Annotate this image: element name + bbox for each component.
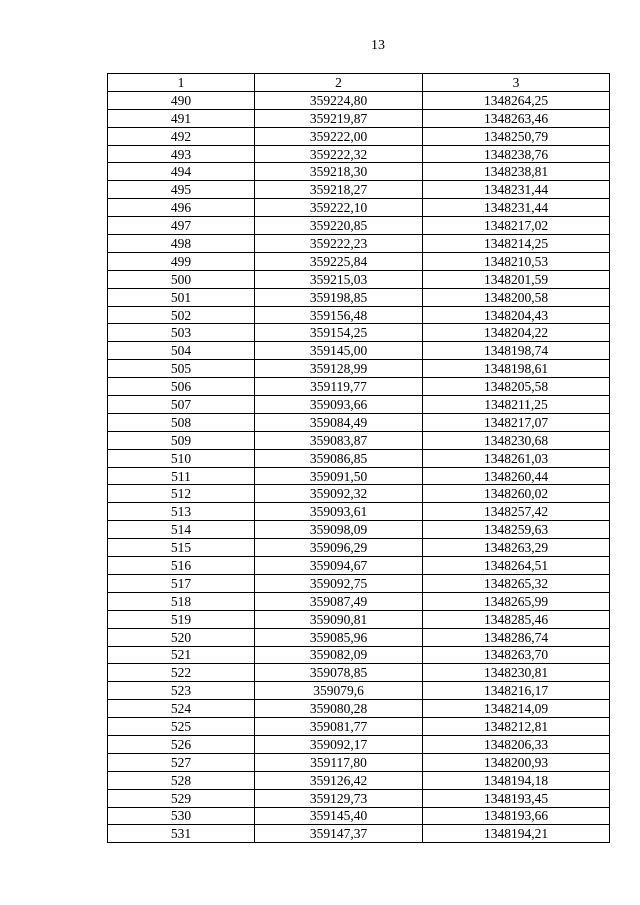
table-row xyxy=(108,807,610,825)
x-coordinate-cell: 359128,99 xyxy=(255,360,423,378)
point-number-cell: 520 xyxy=(108,628,255,646)
table-row xyxy=(108,360,610,378)
table-row xyxy=(108,109,610,127)
point-number-cell: 528 xyxy=(108,771,255,789)
x-coordinate-cell: 359156,48 xyxy=(255,306,423,324)
point-number-cell: 526 xyxy=(108,735,255,753)
point-number-cell: 499 xyxy=(108,252,255,270)
column-header-1: 1 xyxy=(108,74,255,92)
point-number-cell: 523 xyxy=(108,682,255,700)
point-number-cell: 510 xyxy=(108,449,255,467)
point-number-cell: 514 xyxy=(108,521,255,539)
point-number-cell: 506 xyxy=(108,378,255,396)
table-row xyxy=(108,342,610,360)
y-coordinate-cell: 1348263,46 xyxy=(423,109,610,127)
column-header-2: 2 xyxy=(255,74,423,92)
table-row xyxy=(108,574,610,592)
x-coordinate-cell: 359079,6 xyxy=(255,682,423,700)
x-coordinate-cell: 359198,85 xyxy=(255,288,423,306)
point-number-cell: 518 xyxy=(108,592,255,610)
point-number-cell: 492 xyxy=(108,127,255,145)
y-coordinate-cell: 1348263,29 xyxy=(423,539,610,557)
table-row xyxy=(108,306,610,324)
table-row xyxy=(108,163,610,181)
x-coordinate-cell: 359215,03 xyxy=(255,270,423,288)
point-number-cell: 505 xyxy=(108,360,255,378)
y-coordinate-cell: 1348250,79 xyxy=(423,127,610,145)
y-coordinate-cell: 1348264,51 xyxy=(423,557,610,575)
header-row xyxy=(108,74,610,92)
table-body xyxy=(108,91,610,842)
table-row xyxy=(108,753,610,771)
y-coordinate-cell: 1348261,03 xyxy=(423,449,610,467)
point-number-cell: 531 xyxy=(108,825,255,843)
y-coordinate-cell: 1348230,81 xyxy=(423,664,610,682)
x-coordinate-cell: 359224,80 xyxy=(255,91,423,109)
point-number-cell: 525 xyxy=(108,718,255,736)
point-number-cell: 529 xyxy=(108,789,255,807)
y-coordinate-cell: 1348263,70 xyxy=(423,646,610,664)
point-number-cell: 530 xyxy=(108,807,255,825)
point-number-cell: 507 xyxy=(108,396,255,414)
table-row xyxy=(108,91,610,109)
point-number-cell: 519 xyxy=(108,610,255,628)
y-coordinate-cell: 1348265,32 xyxy=(423,574,610,592)
y-coordinate-cell: 1348204,43 xyxy=(423,306,610,324)
point-number-cell: 503 xyxy=(108,324,255,342)
y-coordinate-cell: 1348214,09 xyxy=(423,700,610,718)
page-number: 13 xyxy=(371,38,385,53)
table-row xyxy=(108,718,610,736)
point-number-cell: 521 xyxy=(108,646,255,664)
x-coordinate-cell: 359220,85 xyxy=(255,217,423,235)
table-row xyxy=(108,396,610,414)
x-coordinate-cell: 359078,85 xyxy=(255,664,423,682)
y-coordinate-cell: 1348194,21 xyxy=(423,825,610,843)
y-coordinate-cell: 1348286,74 xyxy=(423,628,610,646)
table-row xyxy=(108,592,610,610)
point-number-cell: 504 xyxy=(108,342,255,360)
x-coordinate-cell: 359222,10 xyxy=(255,199,423,217)
y-coordinate-cell: 1348238,76 xyxy=(423,145,610,163)
table-row xyxy=(108,771,610,789)
x-coordinate-cell: 359092,75 xyxy=(255,574,423,592)
y-coordinate-cell: 1348200,58 xyxy=(423,288,610,306)
point-number-cell: 493 xyxy=(108,145,255,163)
point-number-cell: 511 xyxy=(108,467,255,485)
y-coordinate-cell: 1348214,25 xyxy=(423,235,610,253)
x-coordinate-cell: 359219,87 xyxy=(255,109,423,127)
table-row xyxy=(108,252,610,270)
x-coordinate-cell: 359154,25 xyxy=(255,324,423,342)
y-coordinate-cell: 1348200,93 xyxy=(423,753,610,771)
x-coordinate-cell: 359129,73 xyxy=(255,789,423,807)
x-coordinate-cell: 359083,87 xyxy=(255,431,423,449)
x-coordinate-cell: 359222,00 xyxy=(255,127,423,145)
x-coordinate-cell: 359145,00 xyxy=(255,342,423,360)
table-row xyxy=(108,628,610,646)
point-number-cell: 496 xyxy=(108,199,255,217)
x-coordinate-cell: 359081,77 xyxy=(255,718,423,736)
table-row xyxy=(108,270,610,288)
table-row xyxy=(108,145,610,163)
y-coordinate-cell: 1348265,99 xyxy=(423,592,610,610)
table-row xyxy=(108,217,610,235)
x-coordinate-cell: 359082,09 xyxy=(255,646,423,664)
x-coordinate-cell: 359119,77 xyxy=(255,378,423,396)
y-coordinate-cell: 1348198,61 xyxy=(423,360,610,378)
point-number-cell: 490 xyxy=(108,91,255,109)
x-coordinate-cell: 359145,40 xyxy=(255,807,423,825)
y-coordinate-cell: 1348216,17 xyxy=(423,682,610,700)
point-number-cell: 497 xyxy=(108,217,255,235)
coordinates-table xyxy=(107,73,610,843)
point-number-cell: 500 xyxy=(108,270,255,288)
point-number-cell: 508 xyxy=(108,413,255,431)
x-coordinate-cell: 359085,96 xyxy=(255,628,423,646)
table-row xyxy=(108,181,610,199)
y-coordinate-cell: 1348201,59 xyxy=(423,270,610,288)
x-coordinate-cell: 359222,32 xyxy=(255,145,423,163)
table-row xyxy=(108,557,610,575)
x-coordinate-cell: 359096,29 xyxy=(255,539,423,557)
table-row xyxy=(108,825,610,843)
table-row xyxy=(108,700,610,718)
table-row xyxy=(108,735,610,753)
table-row xyxy=(108,431,610,449)
x-coordinate-cell: 359080,28 xyxy=(255,700,423,718)
y-coordinate-cell: 1348210,53 xyxy=(423,252,610,270)
x-coordinate-cell: 359218,27 xyxy=(255,181,423,199)
y-coordinate-cell: 1348193,45 xyxy=(423,789,610,807)
x-coordinate-cell: 359117,80 xyxy=(255,753,423,771)
table-row xyxy=(108,288,610,306)
x-coordinate-cell: 359086,85 xyxy=(255,449,423,467)
table-row xyxy=(108,503,610,521)
point-number-cell: 502 xyxy=(108,306,255,324)
table-row xyxy=(108,485,610,503)
point-number-cell: 512 xyxy=(108,485,255,503)
table-row xyxy=(108,664,610,682)
y-coordinate-cell: 1348231,44 xyxy=(423,199,610,217)
x-coordinate-cell: 359098,09 xyxy=(255,521,423,539)
y-coordinate-cell: 1348257,42 xyxy=(423,503,610,521)
point-number-cell: 516 xyxy=(108,557,255,575)
y-coordinate-cell: 1348230,68 xyxy=(423,431,610,449)
y-coordinate-cell: 1348217,02 xyxy=(423,217,610,235)
point-number-cell: 498 xyxy=(108,235,255,253)
y-coordinate-cell: 1348260,02 xyxy=(423,485,610,503)
x-coordinate-cell: 359092,32 xyxy=(255,485,423,503)
table-row xyxy=(108,378,610,396)
table-row xyxy=(108,413,610,431)
y-coordinate-cell: 1348198,74 xyxy=(423,342,610,360)
x-coordinate-cell: 359218,30 xyxy=(255,163,423,181)
x-coordinate-cell: 359090,81 xyxy=(255,610,423,628)
x-coordinate-cell: 359087,49 xyxy=(255,592,423,610)
table-row xyxy=(108,127,610,145)
x-coordinate-cell: 359092,17 xyxy=(255,735,423,753)
y-coordinate-cell: 1348217,07 xyxy=(423,413,610,431)
x-coordinate-cell: 359225,84 xyxy=(255,252,423,270)
y-coordinate-cell: 1348259,63 xyxy=(423,521,610,539)
y-coordinate-cell: 1348204,22 xyxy=(423,324,610,342)
point-number-cell: 495 xyxy=(108,181,255,199)
y-coordinate-cell: 1348264,25 xyxy=(423,91,610,109)
y-coordinate-cell: 1348205,58 xyxy=(423,378,610,396)
table-row xyxy=(108,610,610,628)
point-number-cell: 515 xyxy=(108,539,255,557)
x-coordinate-cell: 359084,49 xyxy=(255,413,423,431)
x-coordinate-cell: 359093,66 xyxy=(255,396,423,414)
point-number-cell: 517 xyxy=(108,574,255,592)
point-number-cell: 522 xyxy=(108,664,255,682)
point-number-cell: 501 xyxy=(108,288,255,306)
y-coordinate-cell: 1348231,44 xyxy=(423,181,610,199)
point-number-cell: 491 xyxy=(108,109,255,127)
column-header-3: 3 xyxy=(423,74,610,92)
table-row xyxy=(108,646,610,664)
table-row xyxy=(108,682,610,700)
point-number-cell: 524 xyxy=(108,700,255,718)
table-row xyxy=(108,467,610,485)
y-coordinate-cell: 1348285,46 xyxy=(423,610,610,628)
y-coordinate-cell: 1348193,66 xyxy=(423,807,610,825)
y-coordinate-cell: 1348211,25 xyxy=(423,396,610,414)
table-header xyxy=(108,74,610,92)
y-coordinate-cell: 1348238,81 xyxy=(423,163,610,181)
table-row xyxy=(108,324,610,342)
point-number-cell: 509 xyxy=(108,431,255,449)
x-coordinate-cell: 359094,67 xyxy=(255,557,423,575)
table-row xyxy=(108,789,610,807)
x-coordinate-cell: 359091,50 xyxy=(255,467,423,485)
table-row xyxy=(108,199,610,217)
table-row xyxy=(108,521,610,539)
x-coordinate-cell: 359093,61 xyxy=(255,503,423,521)
x-coordinate-cell: 359126,42 xyxy=(255,771,423,789)
table-row xyxy=(108,539,610,557)
y-coordinate-cell: 1348260,44 xyxy=(423,467,610,485)
point-number-cell: 513 xyxy=(108,503,255,521)
y-coordinate-cell: 1348194,18 xyxy=(423,771,610,789)
table-row xyxy=(108,235,610,253)
y-coordinate-cell: 1348212,81 xyxy=(423,718,610,736)
x-coordinate-cell: 359222,23 xyxy=(255,235,423,253)
point-number-cell: 527 xyxy=(108,753,255,771)
x-coordinate-cell: 359147,37 xyxy=(255,825,423,843)
point-number-cell: 494 xyxy=(108,163,255,181)
table-row xyxy=(108,449,610,467)
y-coordinate-cell: 1348206,33 xyxy=(423,735,610,753)
